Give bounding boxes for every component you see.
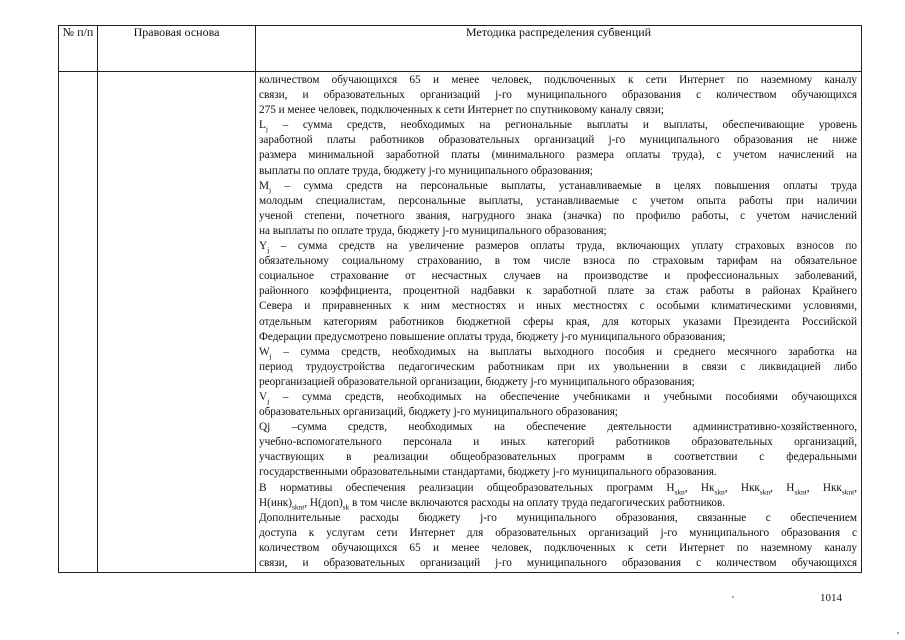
- text-line: 275 и менее человек, подключенных к сети Интернет по спутниковому каналу связи;: [259, 104, 664, 117]
- text-line: государственными образовательными стандартами, бюджету j-го муниципального образования.: [259, 466, 717, 479]
- text-line: молодым специалистам, персональные выплаты, устанавливаемые с учетом опыта работы при наличии: [259, 194, 857, 207]
- text-line: $L_j$ – сумма средств, необходимых на региональные выплаты и выплаты, обеспечивающие уровень: [259, 119, 857, 134]
- text-line: на выплаты по оплате труда, бюджету j-го муниципального образования;: [259, 224, 607, 237]
- text-line: выплаты по оплате труда, бюджету j-го муниципального образования;: [259, 164, 593, 177]
- text-line: $Н(инк)_{sknt}$, $Н(доп)_{sk}$ в том числе включаются расходы на оплату труда педагогических работников.: [259, 496, 726, 511]
- methodology-paragraph: [259, 345, 857, 390]
- methodology-paragraph: [259, 481, 857, 511]
- text-line: заработной платы работников образовательных организаций j-го муниципального образования не ниже: [259, 134, 857, 147]
- number-cell: [59, 72, 98, 573]
- text-line: образовательных организаций, бюджету j-го муниципального образования;: [259, 406, 618, 419]
- methodology-paragraph: [259, 420, 857, 480]
- text-line: В нормативы обеспечения реализации общеобразовательных программ $H_{skn}$, $Нк_{skn}$, Нкк$_{skn}$, $H_{sknt}$, Нкк$_{sknt}$,: [259, 481, 857, 496]
- table-header-row: [59, 26, 862, 72]
- methodology-paragraph: [259, 239, 857, 345]
- text-line: Qj –сумма средств, необходимых на обеспечение деятельности административно-хозяйственного,: [259, 421, 857, 434]
- text-line: участвующих в реализации общеобразовательных программ в соответствии с федеральными: [259, 451, 857, 464]
- text-line: учебно-вспомогательного персонала и иных категорий работников образовательных организаций,: [259, 436, 857, 449]
- text-line: районного коэффициента, процентной надбавки к заработной плате за стаж работы в районах Крайнего: [259, 285, 857, 298]
- text-line: социальное страхование от несчастных случаев на производстве и профессиональных заболеваний,: [259, 270, 857, 283]
- text-line: $Y_j$ – сумма средств на увеличение размеров оплаты труда, включающих уплату страховых взносов по: [259, 240, 857, 255]
- scan-speck: [897, 632, 899, 634]
- text-line: отдельным категориям работников бюджетной сферы края, для которых указами Президента Российской: [259, 315, 857, 328]
- header-number: № п/п: [59, 26, 98, 72]
- subvention-methodology-table: [58, 25, 862, 573]
- text-line: период трудоустройства педагогическим работникам при их увольнении в связи с ликвидацией либо: [259, 360, 857, 373]
- text-line: связи, и образовательных организаций j-го муниципального образования с количеством обучающихся: [259, 557, 857, 569]
- text-line: количеством обучающихся 65 и менее человек, подключенных к сети Интернет по наземному каналу: [259, 74, 857, 86]
- text-line: доступа к услугам сети Интернет для образовательных организаций j-го муниципального образования с: [259, 526, 857, 539]
- page-number: 1014: [820, 592, 842, 604]
- methodology-paragraph: [259, 118, 857, 178]
- text-line: реорганизацией образовательной организации, бюджету j-го муниципального образования;: [259, 375, 695, 388]
- text-line: обязательному социальному страхованию, в том числе взноса по страховым тарифам на обязательное: [259, 255, 857, 268]
- text-line: ученой степени, почетного звания, нагрудного знака (значка) по профилю работы, с учетом начислений: [259, 209, 857, 222]
- text-line: $W_j$ – сумма средств, необходимых на выплаты выходного пособия и среднего месячного заработка на: [259, 345, 857, 360]
- table-row: [59, 72, 862, 573]
- methodology-text: [256, 72, 861, 571]
- text-line: $M_j$ – сумма средств на персональные выплаты, устанавливаемые в целях повышения оплаты труда: [259, 179, 857, 194]
- text-line: Дополнительные расходы бюджету j-го муниципального образования, связанные с обеспечением: [259, 511, 857, 524]
- methodology-paragraph: [259, 179, 857, 239]
- methodology-paragraph: [259, 73, 857, 118]
- text-line: $V_j$ – сумма средств, необходимых на обеспечение учебниками и учебными пособиями обучающихся: [259, 390, 857, 406]
- text-line: связи, и образовательных организаций j-го муниципального образования с количеством обучающихся: [259, 89, 857, 102]
- header-methodology: Методика распределения субвенций: [256, 26, 862, 72]
- text-line: количеством обучающихся 65 и менее человек, подключенных к сети Интернет по наземному каналу: [259, 541, 857, 554]
- header-legal-basis: Правовая основа: [98, 26, 256, 72]
- text-line: Севера и приравненных к ним местностях и иных местностях с особыми климатическими условиями,: [259, 300, 857, 313]
- legal-basis-cell: [98, 72, 256, 573]
- text-line: Федерации предусмотрено повышение оплаты труда, бюджету j-го муниципального образования;: [259, 330, 726, 343]
- methodology-paragraph: [259, 390, 857, 420]
- methodology-paragraph: [259, 511, 857, 571]
- text-line: размера минимальной заработной платы (минимального размера оплаты труда), с учетом начислений на: [259, 149, 857, 162]
- methodology-cell: [256, 72, 862, 573]
- scan-speck: [732, 596, 734, 598]
